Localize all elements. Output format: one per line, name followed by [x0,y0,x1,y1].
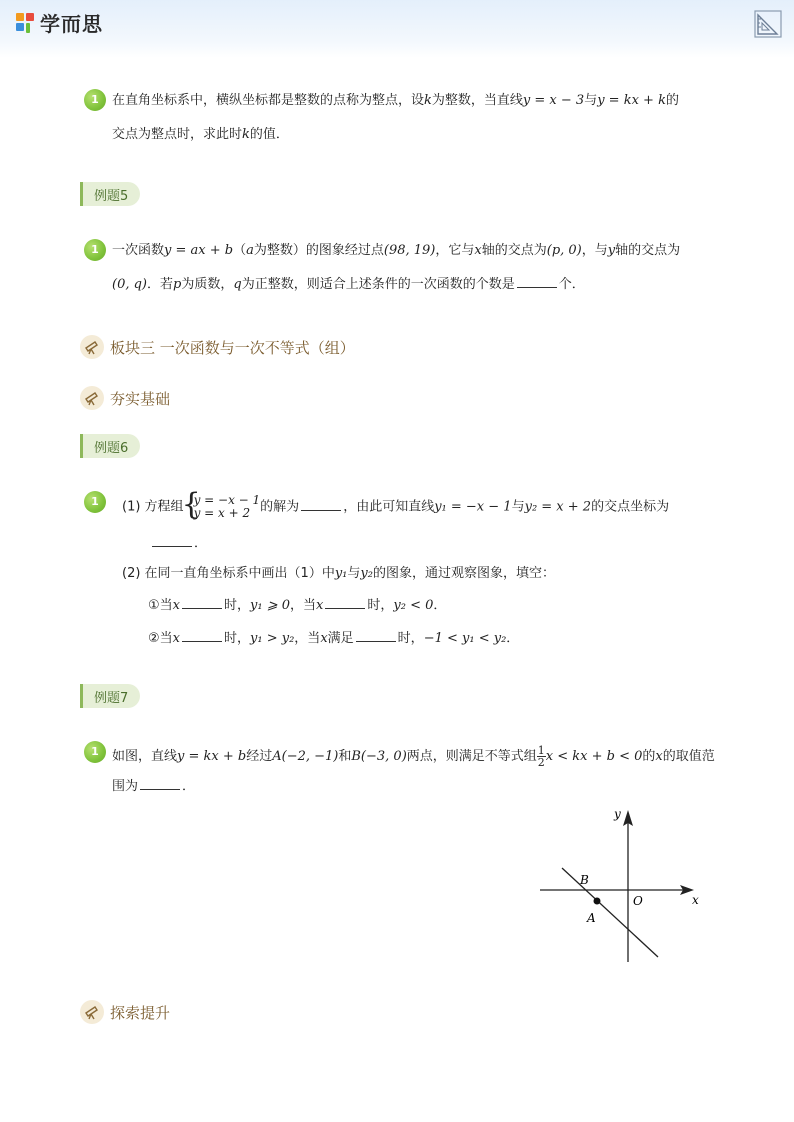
answer-blank[interactable] [301,499,341,511]
section-title: 板块三 一次函数与一次不等式（组） [110,338,355,357]
answer-blank[interactable] [182,597,222,609]
y-axis-label: y [614,807,621,821]
point-a-label: A [587,911,596,925]
example-label: 例题7 [80,684,140,708]
example-label: 例题6 [80,434,140,458]
question-number-badge: 1 [84,239,106,261]
question-text-line: (1) 方程组 { y = −x − 1 y = x + 2 的解为 ，由此可知直线y₁ = −x − 1与y₂ = x + 2的交点坐标为 [122,487,670,522]
question-number-badge: 1 [84,89,106,111]
line-y-kx-b [562,868,658,957]
question-text-line: 如图，直线y = kx + b经过A(−2, −1)和B(−3, 0)两点，则满足不等式组 $\frac{1}{2}$ x < kx + b < 0的x的取值范 [112,744,715,769]
logo-icon [16,13,36,33]
logo [16,8,103,37]
answer-blank[interactable] [182,630,222,642]
ruler-triangle-icon [754,10,782,38]
section-heading [80,335,355,359]
subsection-heading [80,1000,170,1024]
x-axis-label: x [692,893,699,907]
subsection-heading [80,386,170,410]
question-number-badge: 1 [84,491,106,513]
answer-blank[interactable] [140,778,180,790]
coordinate-figure [530,800,710,970]
equation-system: { y = −x − 1 y = x + 2 [181,487,261,522]
answer-blank[interactable] [152,535,192,547]
question-number-badge: 1 [84,741,106,763]
logo-text: 学而思 [40,12,103,36]
point-a [594,898,601,905]
question-text-line: (0, q)．若p为质数，q为正整数，则适合上述条件的一次函数的个数是 个． [112,277,585,292]
telescope-icon [80,1000,104,1024]
telescope-icon [80,386,104,410]
question-text-line: 交点为整点时，求此时k的值． [112,127,289,142]
answer-blank[interactable] [356,630,396,642]
subsection-title: 夯实基础 [110,389,171,408]
answer-blank[interactable] [325,597,365,609]
subsection-title: 探索提升 [110,1003,171,1022]
answer-blank[interactable] [517,276,557,288]
question-text-line: 围为 ． [112,779,196,794]
question-text-line: 一次函数y = ax + b（a为整数）的图象经过点(98, 19)，它与x轴的交点为(p, 0)，与y轴的交点为 [112,243,681,258]
question-text-line: ②当x 时，y₁ > y₂，当x满足 时，−1 < y₁ < y₂． [148,631,520,646]
question-text-line: ①当x 时，y₁ ⩾ 0，当x 时，y₂ < 0． [148,598,447,613]
question-text-line: ． [150,534,207,554]
example-label: 例题5 [80,182,140,206]
question-text-line: 在直角坐标系中，横纵坐标都是整数的点称为整点，设k为整数，当直线y = x − 3与y = kx + k的 [112,93,679,108]
point-b-label: B [580,873,589,887]
origin-label: O [633,894,643,908]
telescope-icon [80,335,104,359]
page-header [0,0,794,58]
fraction: $\frac{1}{2}$ [537,744,545,769]
question-text-line: (2) 在同一直角坐标系中画出（1）中y₁与y₂的图象，通过观察图象，填空： [122,566,555,581]
